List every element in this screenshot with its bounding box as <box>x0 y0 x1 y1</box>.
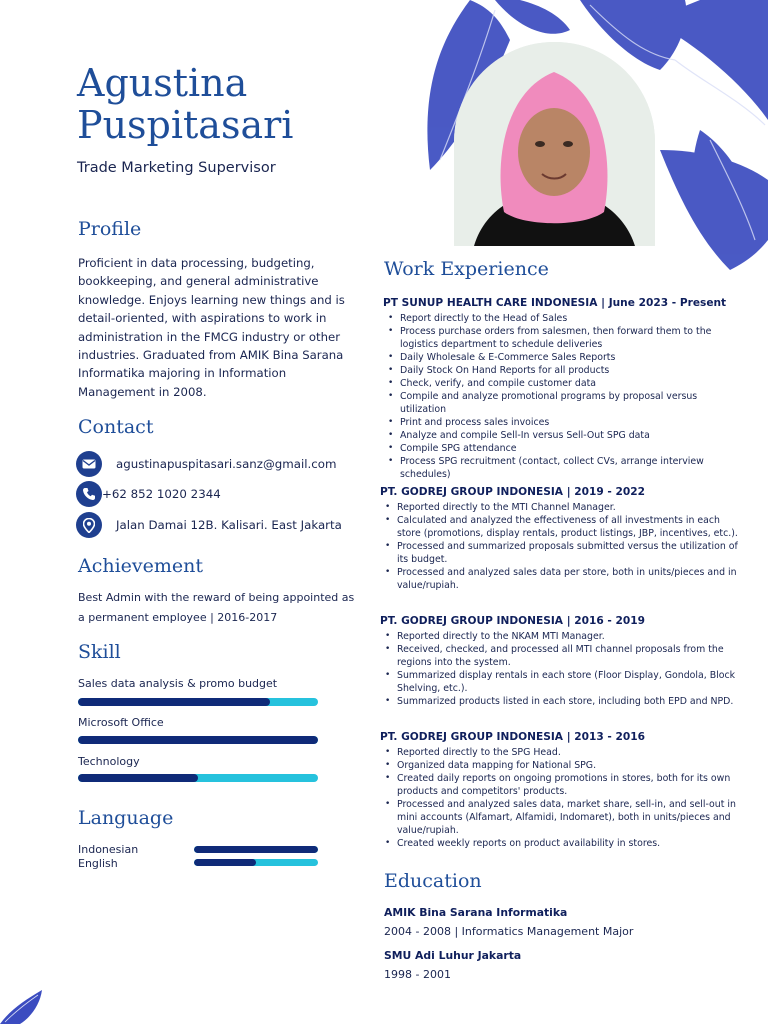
first-name: Agustina <box>77 61 248 105</box>
job-duties <box>380 746 742 850</box>
education-school: AMIK Bina Sarana Informatika <box>384 906 568 919</box>
contact-email-row <box>76 451 336 477</box>
profile-photo <box>454 42 655 246</box>
duty-item: • Calculated and analyzed the effectiveness of all investments in each store (promotions, display rentals, product listings, JBP, incentives, etc.). <box>397 514 742 540</box>
job-title: PT SUNUP HEALTH CARE INDONESIA | June 2023 - Present <box>383 297 727 309</box>
envelope-icon <box>76 451 102 477</box>
duty-item: • Process SPG recruitment (contact, collect CVs, arrange interview schedules) <box>400 455 745 481</box>
duty-item: • Compile and analyze promotional programs by proposal versus utilization <box>400 390 745 416</box>
duty-item: • Daily Wholesale & E-Commerce Sales Reports <box>400 351 745 364</box>
job-duties <box>380 501 742 592</box>
location-pin-icon <box>76 512 102 538</box>
skill-bar <box>78 774 318 782</box>
job-title: PT. GODREJ GROUP INDONESIA | 2016 - 2019 <box>380 615 645 627</box>
job-duties <box>383 312 745 481</box>
job-duties <box>380 630 742 708</box>
last-name: Puspitasari <box>77 103 294 147</box>
duty-item: • Reported directly to the MTI Channel Manager. <box>397 501 742 514</box>
contact-email[interactable]: agustinapuspitasari.sanz@gmail.com <box>116 457 337 471</box>
language-bar-fill <box>194 846 318 853</box>
profile-heading: Profile <box>78 218 142 240</box>
skill-label: Technology <box>78 755 140 768</box>
duty-item: • Summarized products listed in each store, including both EPD and NPD. <box>397 695 742 708</box>
education-detail: 1998 - 2001 <box>384 968 451 981</box>
achievement-text: Best Admin with the reward of being appointed as a permanent employee | 2016-2017 <box>78 591 355 624</box>
education-heading: Education <box>384 870 482 892</box>
skill-bar <box>78 698 318 706</box>
job-role: Trade Marketing Supervisor <box>77 160 276 176</box>
education-school: SMU Adi Luhur Jakarta <box>384 949 522 962</box>
duty-item: • Summarized display rentals in each store (Floor Display, Gondola, Block Shelving, etc.). <box>397 669 742 695</box>
duty-item: • Analyze and compile Sell-In versus Sell-Out SPG data <box>400 429 745 442</box>
skill-bar-fill <box>78 774 198 782</box>
phone-icon <box>76 481 102 507</box>
duty-item: • Created daily reports on ongoing promotions in stores, both for its own products and competitors' products. <box>397 772 742 798</box>
contact-address: Jalan Damai 12B. Kalisari. East Jakarta <box>116 518 342 532</box>
skill-label: Microsoft Office <box>78 716 164 729</box>
contact-phone-row <box>76 481 221 507</box>
job-title: PT. GODREJ GROUP INDONESIA | 2019 - 2022 <box>380 486 645 498</box>
duty-item: • Processed and summarized proposals submitted versus the utilization of its budget. <box>397 540 742 566</box>
language-heading: Language <box>78 807 174 829</box>
language-bar <box>194 859 318 866</box>
duty-item: • Organized data mapping for National SPG. <box>397 759 742 772</box>
job-entry <box>380 615 742 708</box>
achievement-heading: Achievement <box>78 555 204 577</box>
work-heading: Work Experience <box>384 258 549 280</box>
contact-heading: Contact <box>78 416 154 438</box>
duty-item: • Created weekly reports on product availability in stores. <box>397 837 742 850</box>
duty-item: • Compile SPG attendance <box>400 442 745 455</box>
duty-item: • Processed and analyzed sales data, market share, sell-in, and sell-out in mini accounts (Alfamart, Alfamidi, Indomaret), both in units/pieces and value/rupiah. <box>397 798 742 837</box>
job-entry <box>383 297 745 481</box>
profile-text: Proficient in data processing, budgeting, bookkeeping, and general administrative knowledge. Enjoys learning new things and is detail-oriented, with aspirations to work in administration in the FMCG industry or other industries. Graduated from AMIK Bina Sarana Informatika majoring in Information Management in 2008. <box>78 256 345 399</box>
duty-item: • Report directly to the Head of Sales <box>400 312 745 325</box>
job-entry <box>380 731 742 850</box>
duty-item: • Reported directly to the NKAM MTI Manager. <box>397 630 742 643</box>
duty-item: • Print and process sales invoices <box>400 416 745 429</box>
skill-heading: Skill <box>78 641 121 663</box>
person-name <box>77 62 293 146</box>
education-detail: 2004 - 2008 | Informatics Management Major <box>384 925 634 938</box>
language-label: English <box>78 857 118 870</box>
decorative-corner-leaf <box>0 990 60 1024</box>
contact-address-row <box>76 512 342 538</box>
job-title: PT. GODREJ GROUP INDONESIA | 2013 - 2016 <box>380 731 645 743</box>
language-label: Indonesian <box>78 843 139 856</box>
language-bar-fill <box>194 859 256 866</box>
duty-item: • Daily Stock On Hand Reports for all products <box>400 364 745 377</box>
duty-item: • Processed and analyzed sales data per store, both in units/pieces and in value/rupiah. <box>397 566 742 592</box>
language-bar <box>194 846 318 853</box>
duty-item: • Process purchase orders from salesmen, then forward them to the logistics department to schedule deliveries <box>400 325 745 351</box>
skill-bar-fill <box>78 698 270 706</box>
duty-item: • Reported directly to the SPG Head. <box>397 746 742 759</box>
duty-item: • Check, verify, and compile customer data <box>400 377 745 390</box>
contact-phone[interactable]: +62 852 1020 2344 <box>102 487 221 501</box>
skill-bar <box>78 736 318 744</box>
duty-item: • Received, checked, and processed all MTI channel proposals from the regions into the system. <box>397 643 742 669</box>
skill-bar-fill <box>78 736 318 744</box>
skill-label: Sales data analysis & promo budget <box>78 677 278 690</box>
job-entry <box>380 486 742 592</box>
